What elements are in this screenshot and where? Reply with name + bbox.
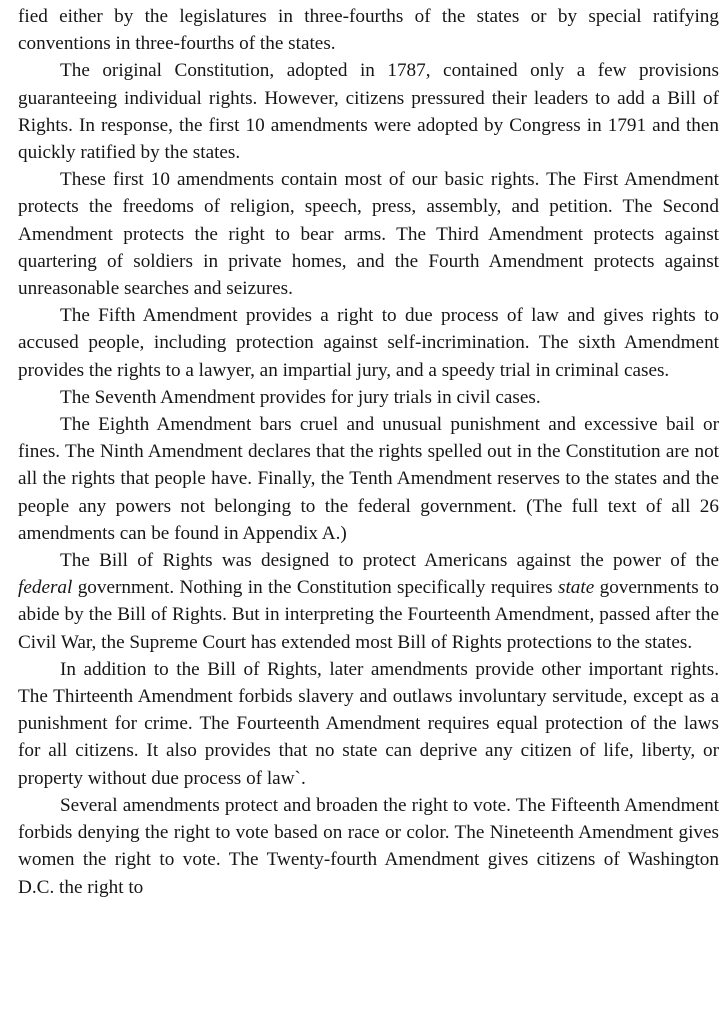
paragraph-7 (18, 547, 719, 656)
paragraph-4: The Fifth Amendment provides a right to due process of law and gives rights to accused people, including protection against self-incrimination. The sixth Amendment provides the rights to a lawyer, an impartial jury, and a speedy trial in criminal cases. (18, 305, 719, 381)
paragraph-2: The original Constitution, adopted in 1787, contained only a few provisions guaranteeing individual rights. However, citizens pressured their leaders to add a Bill of Rights. In response, the first 10 amendments were adopted by Congress in 1791 and then quickly ratified by the states. (18, 60, 719, 164)
paragraph-5: The Seventh Amendment provides for jury trials in civil cases. (60, 386, 541, 408)
paragraph-9: Several amendments protect and broaden the right to vote. The Fifteenth Amendment forbids denying the right to vote based on race or color. The Nineteenth Amendment gives women the right to vote. The Twenty-fourth Amendment gives citizens of Washington D.C. the right to (18, 794, 719, 898)
document-page (18, 3, 719, 901)
paragraph-7-part-1: The Bill of Rights was designed to protect Americans against the power of the (60, 550, 719, 572)
emphasis-state: state (558, 577, 595, 599)
paragraph-8: In addition to the Bill of Rights, later amendments provide other important rights. The Thirteenth Amendment forbids slavery and outlaws involuntary servitude, except as a punishment for crime. The Fourteenth Amendment requires equal protection of the laws for all citizens. It also provides that no state can deprive any citizen of life, liberty, or property without due process of law`. (18, 658, 719, 789)
paragraph-6: The Eighth Amendment bars cruel and unusual punishment and excessive bail or fines. The Ninth Amendment declares that the rights spelled out in the Constitution are not all the rights that people have. Finally, the Tenth Amendment reserves to the states and the people any powers not belonging to the federal government. (The full text of all 26 amendments can be found in Appendix A.) (18, 414, 719, 544)
paragraph-7-part-3: governments to abide by the Bill of Rights. But in interpreting the Fourteenth Amendment, passed after the Civil War, the Supreme Court has extended most Bill of Rights protections to the states. (18, 577, 719, 653)
paragraph-1: fied either by the legislatures in three-fourths of the states or by special ratifying conventions in three-fourths of the states. (18, 6, 719, 55)
emphasis-federal: federal (18, 577, 73, 599)
paragraph-7-part-2: government. Nothing in the Constitution specifically requires (72, 577, 558, 599)
paragraph-3: These first 10 amendments contain most of our basic rights. The First Amendment protects the freedoms of religion, speech, press, assembly, and petition. The Second Amendment protects the right to bear arms. The Third Amendment protects against quartering of soldiers in private homes, and the Fourth Amendment protects against unreasonable searches and seizures. (18, 169, 719, 300)
